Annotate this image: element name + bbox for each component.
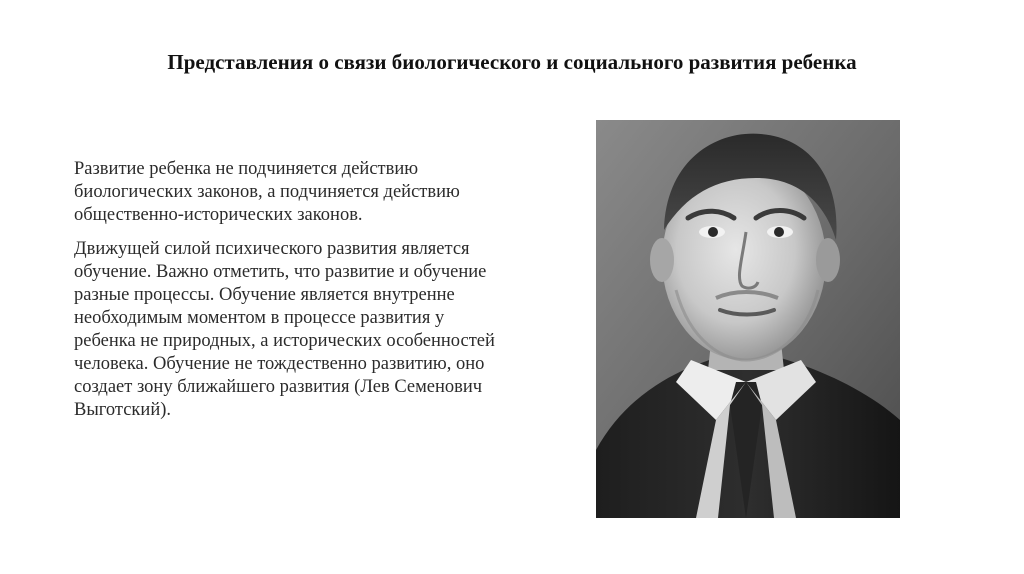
slide-body bbox=[74, 158, 504, 422]
portrait-photo bbox=[596, 120, 900, 518]
paragraph-1: Развитие ребенка не подчиняется действию биологических законов, а подчиняется действию общественно-исторических законов. bbox=[74, 159, 460, 225]
slide-title: Представления о связи биологического и социального развития ребенка bbox=[167, 50, 857, 74]
portrait-icon bbox=[596, 120, 900, 518]
paragraph-2: Движущей силой психического развития является обучение. Важно отметить, что развитие и обучение разные процессы. Обучение является внутренне необходимым моментом в процессе развития у ребенка не природных, а исторических особенностей человека. Обучение не тождественно развитию, оно создает зону ближайшего развития (Лев Семенович Выготский). bbox=[74, 239, 495, 420]
